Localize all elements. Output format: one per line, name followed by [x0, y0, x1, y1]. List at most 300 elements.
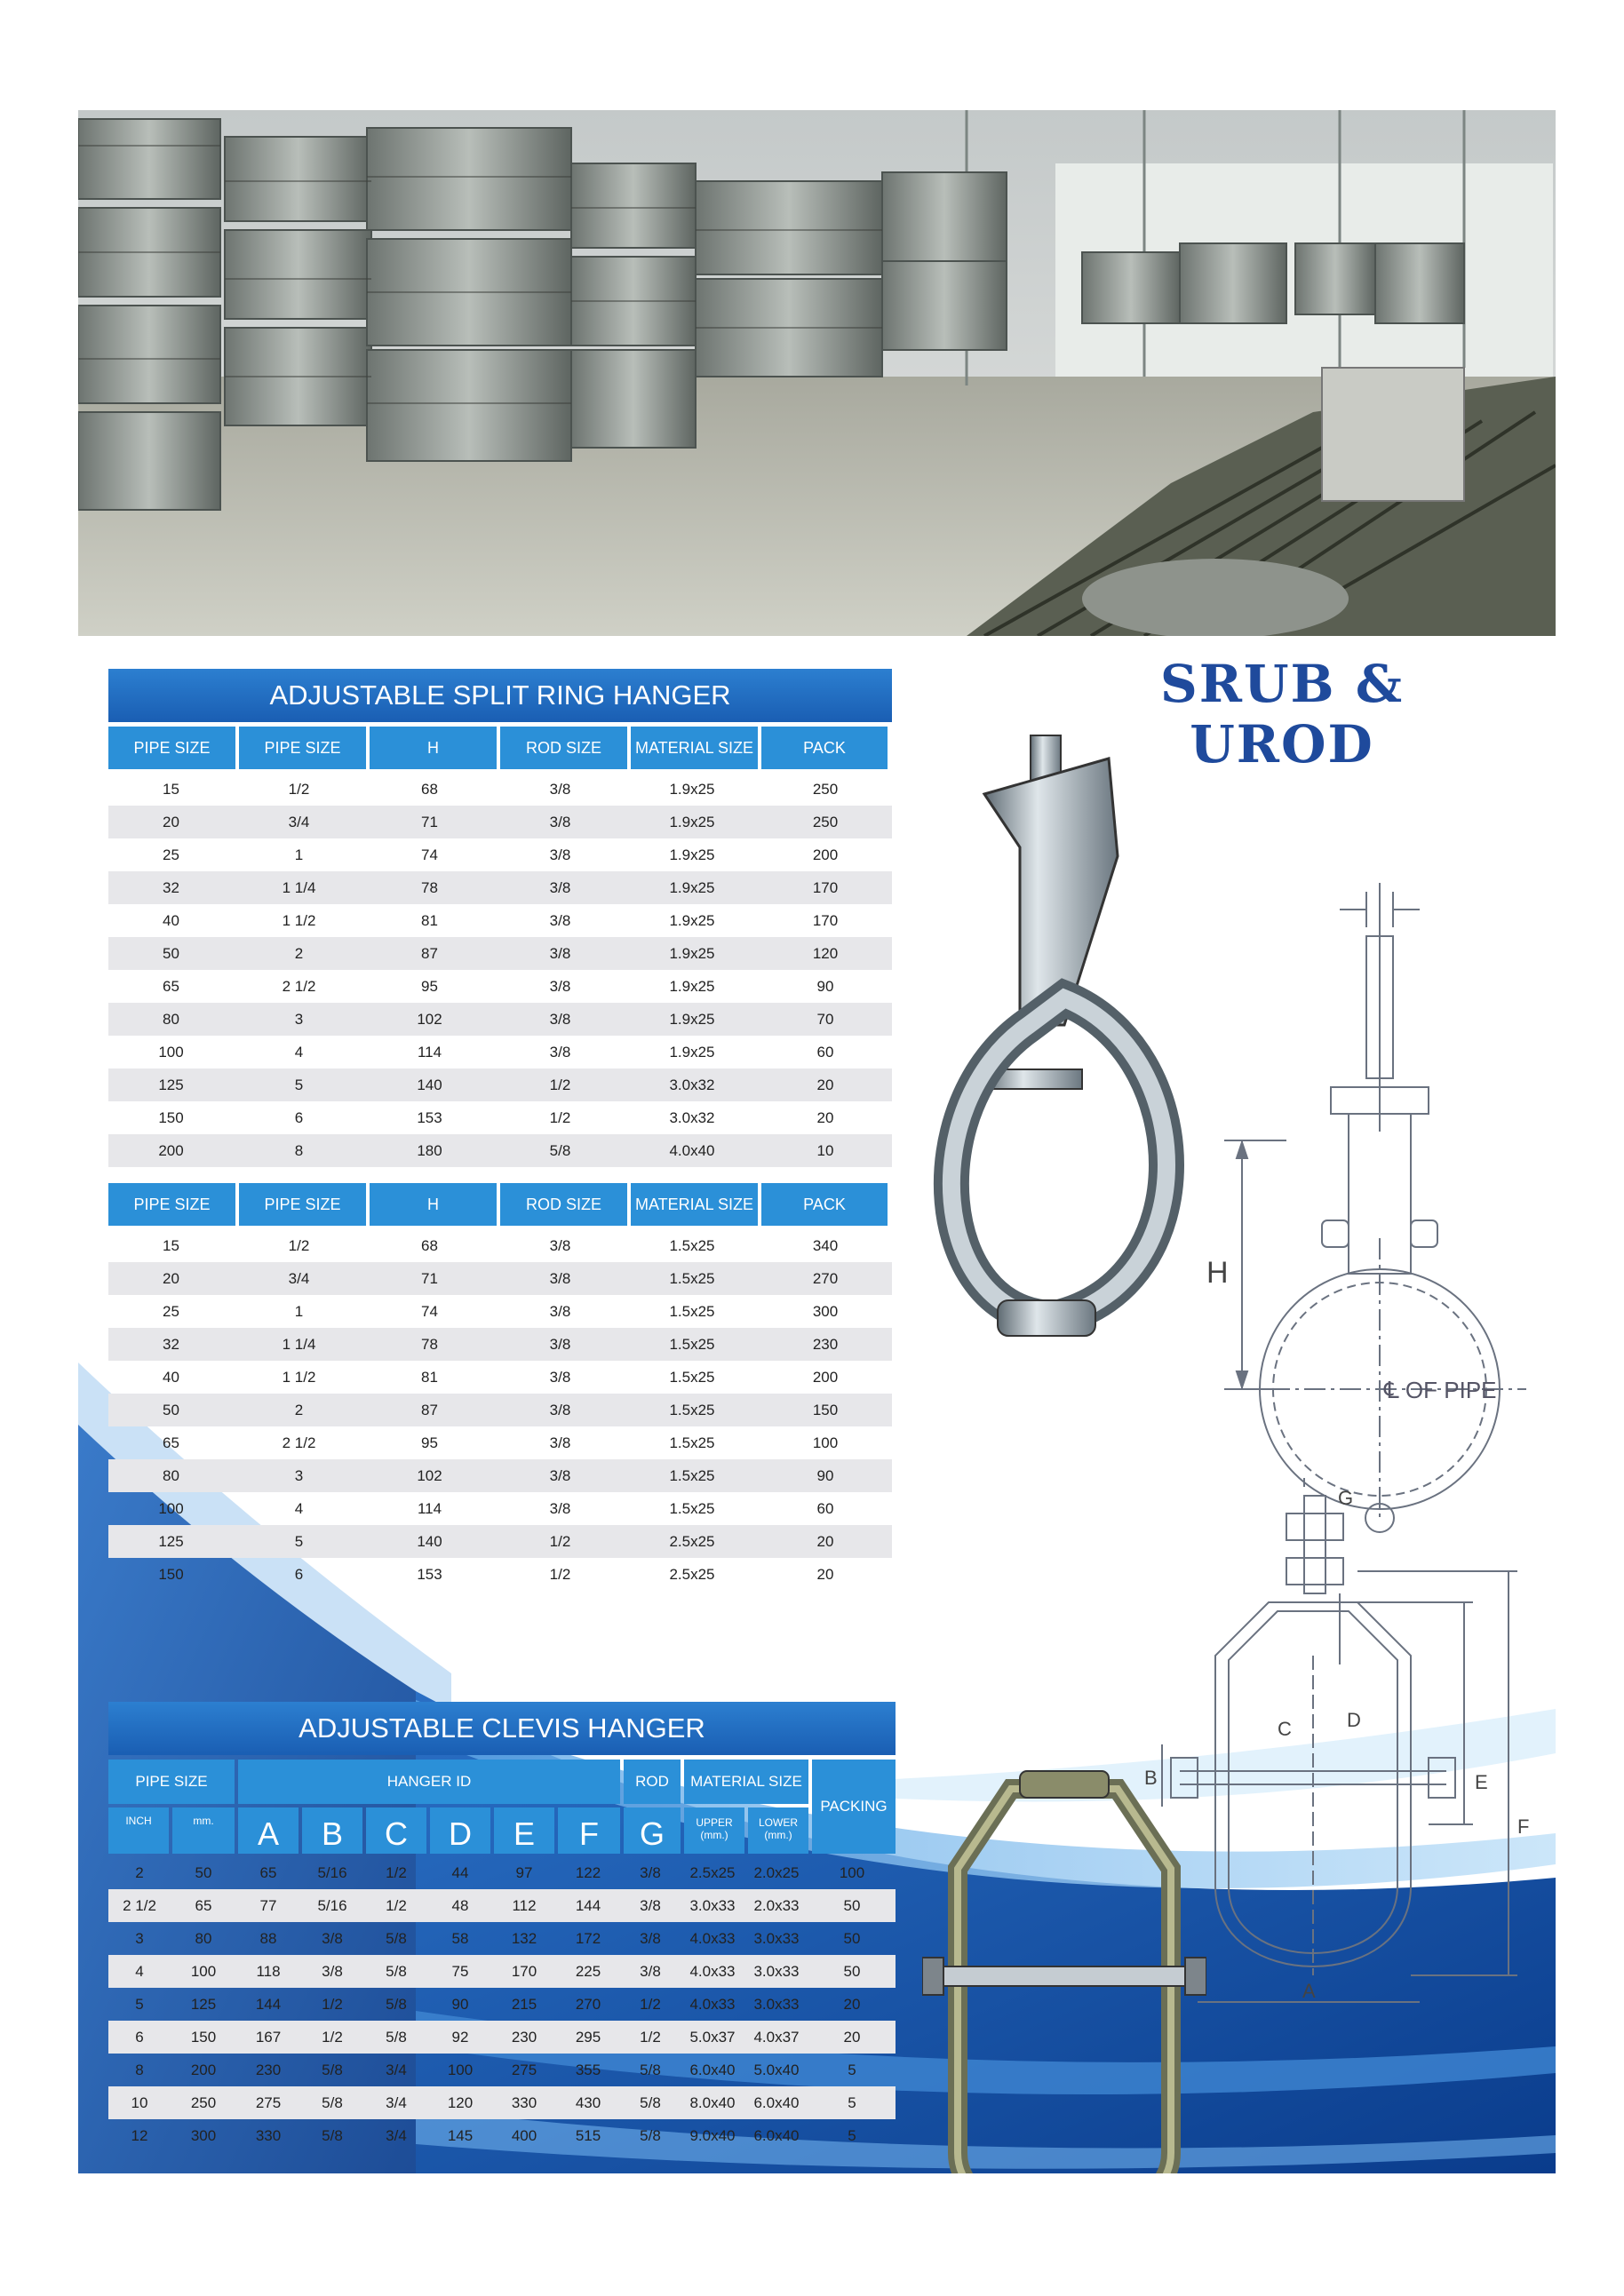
- table-cell: 2.0x25: [753, 1863, 800, 1881]
- clevis-header-e: E: [494, 1807, 554, 1854]
- table-cell: 3/8: [495, 806, 625, 838]
- table-cell: 3/8: [549, 1434, 571, 1451]
- split-ring-hanger-photo: [931, 732, 1198, 1389]
- table-cell: 5.0x40: [753, 2061, 800, 2078]
- table-cell: 6.0x40: [753, 2126, 800, 2144]
- table-cell: 200: [108, 1134, 234, 1167]
- table-cell: 5/8: [386, 1995, 407, 2013]
- table-row: [108, 806, 892, 838]
- table-cell: 20: [808, 2021, 896, 2054]
- table-cell: 77: [236, 1889, 300, 1922]
- table-cell: 3/8: [495, 1003, 625, 1036]
- table-cell: 3/8: [495, 871, 625, 904]
- table-row: [108, 1889, 896, 1922]
- table-row: [108, 773, 892, 806]
- header-h: H: [370, 1183, 497, 1226]
- table-cell: 1/2: [364, 1889, 428, 1922]
- clevis-header-lower: LOWER (mm.): [748, 1807, 808, 1854]
- table-cell: 3/8: [549, 1043, 571, 1061]
- table-cell: 25: [163, 1302, 179, 1320]
- table-cell: 2.5x25: [689, 1863, 736, 1881]
- table-cell: 170: [812, 911, 839, 929]
- table-cell: 5/8: [640, 2126, 661, 2144]
- table-cell: 1.9x25: [625, 937, 759, 970]
- table-cell: 65: [163, 1434, 179, 1451]
- table-cell: 4.0x40: [625, 1134, 759, 1167]
- table-cell: 3.0x33: [744, 1955, 808, 1988]
- table-cell: 118: [236, 1955, 300, 1988]
- table-cell: 5: [234, 1069, 364, 1101]
- table-cell: 3/4: [234, 1262, 364, 1295]
- table-cell: 81: [421, 1368, 438, 1386]
- table-row: [108, 1558, 892, 1591]
- header-rod-size: ROD SIZE: [500, 1183, 627, 1226]
- table-cell: 15: [163, 780, 179, 798]
- table-cell: 1/2: [549, 1108, 571, 1126]
- table-cell: 1/2: [640, 1995, 661, 2013]
- table-cell: 6.0x40: [744, 2086, 808, 2119]
- table-cell: 3/8: [640, 1929, 661, 1947]
- table-cell: 8: [234, 1134, 364, 1167]
- table-cell: 122: [575, 1863, 601, 1881]
- table-cell: 144: [556, 1889, 620, 1922]
- table-cell: 275: [511, 2061, 537, 2078]
- table-cell: 65: [163, 977, 179, 995]
- table-cell: 92: [428, 2021, 492, 2054]
- table-cell: 50: [108, 937, 234, 970]
- header-pipe-size-inch: PIPE SIZE: [239, 727, 366, 769]
- label-a: A: [1302, 1980, 1316, 2002]
- clevis-header-pipe-size: PIPE SIZE: [108, 1760, 235, 1804]
- table-cell: 230: [255, 2061, 282, 2078]
- table-row: [108, 2021, 896, 2054]
- table-cell: 153: [417, 1565, 442, 1583]
- table-cell: 20: [108, 1262, 234, 1295]
- split-ring-title: ADJUSTABLE SPLIT RING HANGER: [108, 669, 892, 722]
- table-cell: 2: [135, 1863, 144, 1881]
- table-row: [108, 2119, 896, 2152]
- clevis-header-b: B: [302, 1807, 362, 1854]
- table-cell: 3.0x33: [753, 1995, 800, 2013]
- table-cell: 65: [171, 1889, 236, 1922]
- table-cell: 2: [234, 1394, 364, 1426]
- table-cell: 170: [759, 871, 892, 904]
- clevis-table: [108, 1856, 896, 2152]
- table-cell: 80: [108, 1459, 234, 1492]
- table-row: [108, 1525, 892, 1558]
- table-cell: 78: [364, 871, 495, 904]
- table-cell: 1.5x25: [625, 1394, 759, 1426]
- table-cell: 87: [364, 937, 495, 970]
- table-cell: 1.5x25: [669, 1302, 715, 1320]
- table-cell: 125: [108, 1069, 234, 1101]
- table-cell: 95: [421, 977, 438, 995]
- table-cell: 3/8: [620, 1955, 681, 1988]
- table-cell: 6: [108, 2021, 171, 2054]
- table-row: [108, 970, 892, 1003]
- table-cell: 20: [816, 1108, 834, 1126]
- table-cell: 140: [364, 1069, 495, 1101]
- table-cell: 225: [556, 1955, 620, 1988]
- table-row: [108, 1003, 892, 1036]
- table-cell: 3/8: [495, 937, 625, 970]
- table-cell: 250: [171, 2086, 236, 2119]
- table-cell: 1/2: [549, 1565, 571, 1583]
- table-row: [108, 1361, 892, 1394]
- table-cell: 90: [816, 977, 834, 995]
- table-cell: 88: [259, 1929, 277, 1947]
- clevis-header-d: D: [430, 1807, 490, 1854]
- table-cell: 1 1/2: [282, 911, 316, 929]
- table-cell: 3.0x33: [753, 1929, 800, 1947]
- header-material-size: MATERIAL SIZE: [631, 1183, 758, 1226]
- table-row: [108, 1988, 896, 2021]
- table-row: [108, 1101, 892, 1134]
- table-cell: 20: [759, 1525, 892, 1558]
- label-d: D: [1347, 1709, 1361, 1731]
- table-cell: 3/8: [495, 1328, 625, 1361]
- header-pack: PACK: [761, 727, 888, 769]
- table-cell: 32: [108, 1328, 234, 1361]
- header-rod-size: ROD SIZE: [500, 727, 627, 769]
- table-cell: 5/16: [300, 1889, 364, 1922]
- table-cell: 80: [195, 1929, 212, 1947]
- table-cell: 1.5x25: [669, 1368, 715, 1386]
- table-cell: 3.0x32: [669, 1108, 715, 1126]
- table-cell: 1.5x25: [625, 1262, 759, 1295]
- table-cell: 180: [364, 1134, 495, 1167]
- table-cell: 132: [511, 1929, 537, 1947]
- table-cell: 1.5x25: [625, 1459, 759, 1492]
- table-cell: 275: [236, 2086, 300, 2119]
- table-cell: 1.9x25: [625, 806, 759, 838]
- clevis-header-material-size: MATERIAL SIZE: [684, 1760, 808, 1804]
- table-row: [108, 1328, 892, 1361]
- clevis-header-a: A: [238, 1807, 299, 1854]
- table-cell: 230: [492, 2021, 556, 2054]
- table-cell: 1/2: [288, 1236, 310, 1254]
- table-cell: 215: [511, 1995, 537, 2013]
- table-row: [108, 1262, 892, 1295]
- table-cell: 153: [417, 1108, 442, 1126]
- header-pack: PACK: [761, 1183, 888, 1226]
- table-cell: 87: [364, 1394, 495, 1426]
- table-cell: 81: [421, 911, 438, 929]
- table-cell: 6: [294, 1108, 304, 1126]
- table-cell: 1.9x25: [669, 1043, 715, 1061]
- table-cell: 5/8: [300, 2086, 364, 2119]
- table-cell: 68: [421, 780, 438, 798]
- table-cell: 150: [158, 1565, 184, 1583]
- table-cell: 3: [234, 1459, 364, 1492]
- table-cell: 2 1/2: [282, 977, 316, 995]
- table-cell: 3/4: [364, 2086, 428, 2119]
- table-cell: 140: [364, 1525, 495, 1558]
- table-cell: 75: [428, 1955, 492, 1988]
- table-cell: 3/8: [495, 1394, 625, 1426]
- table-cell: 2.0x33: [744, 1889, 808, 1922]
- table-cell: 1.5x25: [625, 1328, 759, 1361]
- table-cell: 12: [131, 2126, 148, 2144]
- table-cell: 270: [759, 1262, 892, 1295]
- table-cell: 60: [816, 1499, 834, 1517]
- split-ring-header-1: [108, 727, 888, 769]
- table-cell: 5/8: [495, 1134, 625, 1167]
- table-cell: 5/8: [364, 1955, 428, 1988]
- table-cell: 1: [294, 1302, 304, 1320]
- table-cell: 60: [816, 1043, 834, 1061]
- table-cell: 80: [108, 1003, 234, 1036]
- table-cell: 1/2: [288, 780, 310, 798]
- table-cell: 200: [812, 1368, 839, 1386]
- split-ring-header-2: [108, 1183, 888, 1226]
- clevis-header-c: C: [366, 1807, 426, 1854]
- table-cell: 1.9x25: [625, 1003, 759, 1036]
- table-cell: 10: [759, 1134, 892, 1167]
- table-cell: 4: [294, 1043, 304, 1061]
- table-cell: 102: [364, 1459, 495, 1492]
- table-cell: 250: [812, 780, 839, 798]
- table-cell: 3/8: [549, 780, 571, 798]
- table-cell: 300: [812, 1302, 839, 1320]
- table-row: [108, 1856, 896, 1889]
- table-cell: 3/8: [495, 1459, 625, 1492]
- clevis-diagram: [1144, 1478, 1553, 2011]
- table-cell: 1/2: [322, 1995, 343, 2013]
- table-cell: 1/2: [495, 1069, 625, 1101]
- clevis-title: ADJUSTABLE CLEVIS HANGER: [108, 1702, 896, 1755]
- table-cell: 3/8: [549, 977, 571, 995]
- clevis-header-f: F: [558, 1807, 620, 1854]
- table-row: [108, 2086, 896, 2119]
- table-cell: 114: [417, 1499, 442, 1517]
- table-cell: 100: [447, 2061, 474, 2078]
- table-cell: 515: [575, 2126, 601, 2144]
- table-cell: 58: [451, 1929, 469, 1947]
- table-row: [108, 1069, 892, 1101]
- table-row: [108, 1229, 892, 1262]
- table-cell: 100: [158, 1499, 184, 1517]
- table-cell: 4.0x33: [689, 1929, 736, 1947]
- table-cell: 100: [171, 1955, 236, 1988]
- table-cell: 97: [515, 1863, 533, 1881]
- table-cell: 2.5x25: [669, 1565, 715, 1583]
- table-cell: 3/8: [322, 1929, 343, 1947]
- table-cell: 20: [843, 1995, 861, 2013]
- table-cell: 102: [364, 1003, 495, 1036]
- table-cell: 6: [294, 1565, 304, 1583]
- table-cell: 71: [364, 806, 495, 838]
- table-cell: 1/2: [386, 1863, 407, 1881]
- table-cell: 3/8: [549, 846, 571, 863]
- table-cell: 1.9x25: [669, 846, 715, 863]
- table-cell: 65: [259, 1863, 277, 1881]
- table-cell: 71: [364, 1262, 495, 1295]
- table-cell: 5/8: [386, 1929, 407, 1947]
- table-cell: 2 1/2: [282, 1434, 316, 1451]
- table-cell: 40: [163, 1368, 179, 1386]
- table-cell: 120: [428, 2086, 492, 2119]
- table-cell: 3/8: [495, 1262, 625, 1295]
- table-row: [108, 1426, 892, 1459]
- table-cell: 3.0x32: [625, 1069, 759, 1101]
- table-cell: 150: [759, 1394, 892, 1426]
- table-cell: 112: [492, 1889, 556, 1922]
- label-f: F: [1517, 1815, 1530, 1838]
- clevis-header-rod: ROD: [624, 1760, 681, 1804]
- table-cell: 330: [255, 2126, 282, 2144]
- table-cell: 5.0x37: [681, 2021, 744, 2054]
- table-cell: 3/8: [549, 1302, 571, 1320]
- table-cell: 5/8: [620, 2086, 681, 2119]
- table-cell: 4.0x37: [744, 2021, 808, 2054]
- table-row: [108, 838, 892, 871]
- label-g: G: [1338, 1487, 1354, 1509]
- table-cell: 50: [808, 1889, 896, 1922]
- table-cell: 3/4: [386, 2126, 407, 2144]
- table-cell: 1.5x25: [669, 1236, 715, 1254]
- table-cell: 1 1/4: [234, 871, 364, 904]
- table-cell: 32: [108, 871, 234, 904]
- table-cell: 10: [108, 2086, 171, 2119]
- table-cell: 95: [421, 1434, 438, 1451]
- table-cell: 100: [839, 1863, 865, 1881]
- table-cell: 5: [234, 1525, 364, 1558]
- table-cell: 74: [421, 1302, 438, 1320]
- table-cell: 400: [511, 2126, 537, 2144]
- table-cell: 2: [234, 937, 364, 970]
- clevis-header-inch: INCH: [108, 1807, 169, 1854]
- table-cell: 74: [421, 846, 438, 863]
- table-cell: 50: [108, 1394, 234, 1426]
- table-cell: 6.0x40: [689, 2061, 736, 2078]
- table-cell: 8: [135, 2061, 144, 2078]
- table-cell: 1 1/2: [282, 1368, 316, 1386]
- table-cell: 270: [575, 1995, 601, 2013]
- table-cell: 1.9x25: [669, 911, 715, 929]
- header-material-size: MATERIAL SIZE: [631, 727, 758, 769]
- table-cell: 20: [759, 1069, 892, 1101]
- table-cell: 3/4: [386, 2061, 407, 2078]
- table-cell: 9.0x40: [689, 2126, 736, 2144]
- table-cell: 1 1/4: [234, 1328, 364, 1361]
- table-cell: 200: [812, 846, 839, 863]
- split-ring-table-1: [108, 773, 892, 1167]
- table-cell: 114: [417, 1043, 442, 1061]
- table-cell: 3/8: [549, 911, 571, 929]
- table-row: [108, 1459, 892, 1492]
- table-cell: 1.5x25: [669, 1434, 715, 1451]
- table-cell: 125: [108, 1525, 234, 1558]
- table-cell: 70: [759, 1003, 892, 1036]
- table-cell: 3/8: [549, 1499, 571, 1517]
- table-cell: 340: [812, 1236, 839, 1254]
- table-cell: 170: [492, 1955, 556, 1988]
- table-row: [108, 1922, 896, 1955]
- table-row: [108, 937, 892, 970]
- table-row: [108, 1394, 892, 1426]
- table-cell: 200: [190, 2061, 217, 2078]
- table-row: [108, 1295, 892, 1328]
- table-row: [108, 904, 892, 937]
- table-cell: 5/8: [364, 2021, 428, 2054]
- table-row: [108, 2054, 896, 2086]
- header-pipe-size-mm: PIPE SIZE: [108, 1183, 235, 1226]
- table-cell: 44: [451, 1863, 469, 1881]
- header-pipe-size-inch: PIPE SIZE: [239, 1183, 366, 1226]
- table-cell: 430: [556, 2086, 620, 2119]
- table-cell: 48: [428, 1889, 492, 1922]
- table-cell: 1/2: [620, 2021, 681, 2054]
- table-cell: 3/4: [234, 806, 364, 838]
- table-cell: 90: [759, 1459, 892, 1492]
- table-cell: 2.5x25: [625, 1525, 759, 1558]
- table-cell: 3.0x33: [681, 1889, 744, 1922]
- table-cell: 5: [808, 2086, 896, 2119]
- table-cell: 4.0x33: [689, 1995, 736, 2013]
- table-cell: 50: [808, 1955, 896, 1988]
- table-cell: 100: [158, 1043, 184, 1061]
- table-cell: 125: [190, 1995, 217, 2013]
- table-cell: 1.5x25: [669, 1499, 715, 1517]
- table-cell: 4: [294, 1499, 304, 1517]
- table-cell: 20: [816, 1565, 834, 1583]
- table-cell: 1.9x25: [669, 977, 715, 995]
- table-cell: 25: [163, 846, 179, 863]
- table-cell: 295: [556, 2021, 620, 2054]
- table-cell: 5: [848, 2126, 856, 2144]
- table-cell: 3: [234, 1003, 364, 1036]
- table-cell: 250: [759, 806, 892, 838]
- table-cell: 68: [421, 1236, 438, 1254]
- table-cell: 5: [848, 2061, 856, 2078]
- table-cell: 2 1/2: [108, 1889, 171, 1922]
- table-cell: 3/8: [620, 1889, 681, 1922]
- table-cell: 172: [575, 1929, 601, 1947]
- table-cell: 3/8: [640, 1863, 661, 1881]
- table-cell: 5/16: [317, 1863, 347, 1881]
- table-cell: 40: [163, 911, 179, 929]
- clevis-header-hanger-id: HANGER ID: [238, 1760, 620, 1804]
- table-row: [108, 871, 892, 904]
- split-ring-diagram: [1198, 865, 1535, 1576]
- table-cell: 4.0x33: [681, 1955, 744, 1988]
- table-cell: 3/8: [549, 1368, 571, 1386]
- label-b: B: [1144, 1767, 1158, 1789]
- clevis-header-mm: mm.: [172, 1807, 235, 1854]
- table-row: [108, 1036, 892, 1069]
- split-ring-table-2: [108, 1229, 892, 1591]
- label-e: E: [1475, 1771, 1488, 1793]
- table-cell: 90: [451, 1995, 469, 2013]
- table-cell: 20: [108, 806, 234, 838]
- table-cell: 50: [843, 1929, 861, 1947]
- header-h: H: [370, 727, 497, 769]
- clevis-header-packing: PACKING: [812, 1760, 896, 1854]
- warehouse-photo: [78, 110, 1556, 636]
- table-cell: 50: [195, 1863, 212, 1881]
- table-cell: 230: [759, 1328, 892, 1361]
- clevis-header-upper: UPPER (mm.): [684, 1807, 744, 1854]
- table-cell: 1/2: [495, 1525, 625, 1558]
- table-cell: 3/8: [549, 1236, 571, 1254]
- table-cell: 1.9x25: [625, 871, 759, 904]
- table-cell: 150: [158, 1108, 184, 1126]
- brand-title: SRUB & UROD: [1159, 654, 1405, 775]
- table-row: [108, 1134, 892, 1167]
- table-cell: 100: [812, 1434, 839, 1451]
- table-cell: 3/8: [300, 1955, 364, 1988]
